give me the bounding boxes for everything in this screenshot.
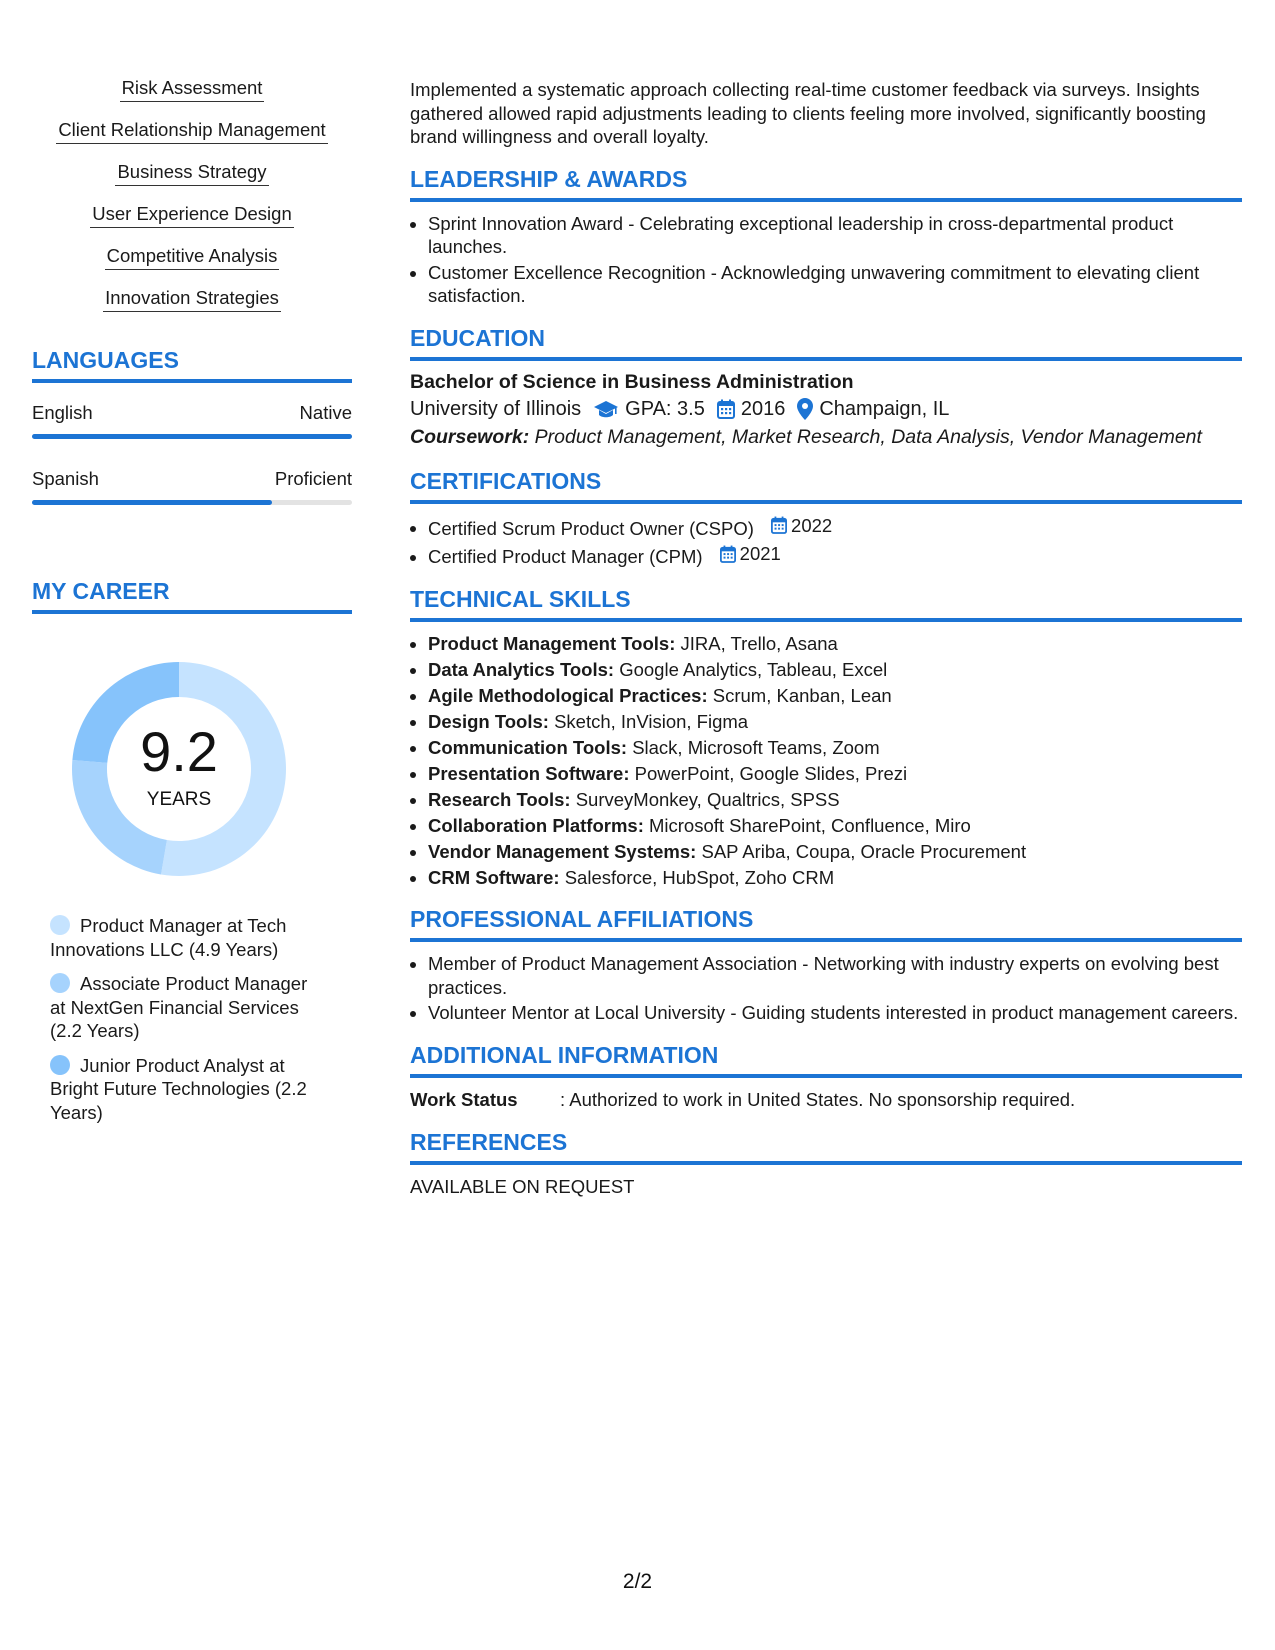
- language-item: [32, 467, 352, 505]
- work-status-value: : Authorized to work in United States. No sponsorship required.: [560, 1088, 1076, 1110]
- location-pin-icon: [797, 398, 813, 420]
- leadership-section: [410, 165, 1242, 308]
- work-status-row: [410, 1088, 1242, 1112]
- additional-info-section: [410, 1041, 1242, 1112]
- career-section: [32, 577, 352, 1124]
- leadership-list: [410, 212, 1242, 308]
- technical-skill-item: • Collaboration Platforms: Microsoft SharePoint, Confluence, Miro: [428, 814, 1242, 838]
- graduation-cap-icon: [593, 399, 619, 419]
- work-status-label: Work Status: [410, 1088, 518, 1110]
- language-bar: [32, 434, 352, 439]
- certification-item: • Certified Product Manager (CPM) 2021: [428, 542, 1242, 568]
- list-item: • Member of Product Management Association - Networking with industry experts on evolving best practices.: [428, 952, 1242, 999]
- affiliations-heading: PROFESSIONAL AFFILIATIONS: [410, 905, 1242, 942]
- technical-skill-item: • Data Analytics Tools: Google Analytics, Tableau, Excel: [428, 658, 1242, 682]
- list-item: • Sprint Innovation Award - Celebrating exceptional leadership in cross-departmental product launches.: [428, 212, 1242, 259]
- skill-item: Business Strategy: [32, 160, 352, 186]
- references-heading: REFERENCES: [410, 1128, 1242, 1165]
- career-donut-chart: [64, 654, 294, 884]
- career-legend-item: Associate Product Manager at NextGen Financial Services (2.2 Years): [50, 973, 308, 1041]
- skill-item: Risk Assessment: [32, 76, 352, 102]
- affiliations-section: [410, 905, 1242, 1025]
- coursework-value: Product Management, Market Research, Data Analysis, Vendor Management: [534, 425, 1202, 448]
- calendar-icon: [717, 399, 735, 419]
- language-bar-fill: [32, 434, 352, 439]
- certification-item: • Certified Scrum Product Owner (CSPO) 2022: [428, 514, 1242, 540]
- skill-item: Competitive Analysis: [32, 244, 352, 270]
- language-name: Spanish: [32, 468, 99, 489]
- legend-dot: [50, 973, 70, 993]
- career-total-unit: YEARS: [146, 789, 212, 810]
- coursework-label: Coursework:: [410, 425, 530, 448]
- calendar-icon: [720, 545, 736, 563]
- technical-skill-item: • Agile Methodological Practices: Scrum, Kanban, Lean: [428, 684, 1242, 708]
- technical-skill-item: • Product Management Tools: JIRA, Trello, Asana: [428, 632, 1242, 656]
- career-total-value: 9.2: [140, 720, 218, 783]
- technical-skill-item: • Research Tools: SurveyMonkey, Qualtrics, SPSS: [428, 788, 1242, 812]
- education-section: [410, 324, 1242, 451]
- education-degree: Bachelor of Science in Business Administration: [410, 370, 854, 393]
- education-details: [410, 395, 1242, 423]
- skills-list: [32, 76, 352, 312]
- career-legend-item: Junior Product Analyst at Bright Future Technologies (2.2 Years): [50, 1054, 307, 1123]
- left-column: [32, 76, 352, 1135]
- affiliations-list: [410, 952, 1242, 1025]
- language-level: Native: [299, 402, 352, 423]
- technical-skill-item: • Presentation Software: PowerPoint, Google Slides, Prezi: [428, 762, 1242, 786]
- language-bar: [32, 500, 352, 505]
- languages-heading: LANGUAGES: [32, 346, 352, 383]
- education-coursework: [410, 423, 1242, 451]
- certification-year: 2022: [791, 514, 833, 536]
- education-year: 2016: [740, 397, 786, 420]
- language-bar-fill: [32, 500, 272, 505]
- career-legend-item: Product Manager at Tech Innovations LLC (4.9 Years): [50, 915, 287, 960]
- career-legend: [50, 914, 312, 1124]
- education-gpa: GPA: 3.5: [625, 397, 705, 420]
- technical-skill-item: • Vendor Management Systems: SAP Ariba, Coupa, Oracle Procurement: [428, 840, 1242, 864]
- legend-dot: [50, 915, 70, 935]
- education-heading: EDUCATION: [410, 324, 1242, 361]
- calendar-icon: [771, 516, 787, 534]
- technical-skill-item: • CRM Software: Salesforce, HubSpot, Zoho CRM: [428, 866, 1242, 890]
- list-item: • Customer Excellence Recognition - Acknowledging unwavering commitment to elevating client satisfaction.: [428, 261, 1242, 308]
- language-level: Proficient: [274, 468, 352, 489]
- technical-skill-item: • Design Tools: Sketch, InVision, Figma: [428, 710, 1242, 734]
- legend-dot: [50, 1055, 70, 1075]
- references-text: AVAILABLE ON REQUEST: [410, 1175, 635, 1197]
- languages-section: [32, 346, 352, 505]
- technical-skills-section: [410, 585, 1242, 890]
- career-heading: MY CAREER: [32, 577, 352, 614]
- education-school: University of Illinois: [410, 397, 582, 420]
- page-number: 2/2: [622, 1570, 653, 1593]
- skill-item: User Experience Design: [32, 202, 352, 228]
- technical-skills-list: [410, 632, 1242, 890]
- list-item: • Volunteer Mentor at Local University - Guiding students interested in product management careers.: [428, 1001, 1242, 1025]
- certifications-heading: CERTIFICATIONS: [410, 467, 1242, 504]
- intro-paragraph: Implemented a systematic approach collecting real-time customer feedback via surveys. Insights gathered allowed rapid adjustments leading to clients feeling more involved, significantly boosting brand willingness and overall loyalty.: [410, 79, 1206, 147]
- language-item: [32, 401, 352, 439]
- right-column: [410, 78, 1242, 1199]
- skill-item: Client Relationship Management: [32, 118, 352, 144]
- certifications-list: [410, 514, 1242, 569]
- education-location: Champaign, IL: [819, 397, 950, 420]
- technical-skill-item: • Communication Tools: Slack, Microsoft Teams, Zoom: [428, 736, 1242, 760]
- certifications-section: [410, 467, 1242, 569]
- skill-item: Innovation Strategies: [32, 286, 352, 312]
- references-section: [410, 1128, 1242, 1199]
- technical-skills-heading: TECHNICAL SKILLS: [410, 585, 1242, 622]
- additional-info-heading: ADDITIONAL INFORMATION: [410, 1041, 1242, 1078]
- certification-year: 2021: [739, 543, 781, 565]
- leadership-heading: LEADERSHIP & AWARDS: [410, 165, 1242, 202]
- language-name: English: [32, 402, 93, 423]
